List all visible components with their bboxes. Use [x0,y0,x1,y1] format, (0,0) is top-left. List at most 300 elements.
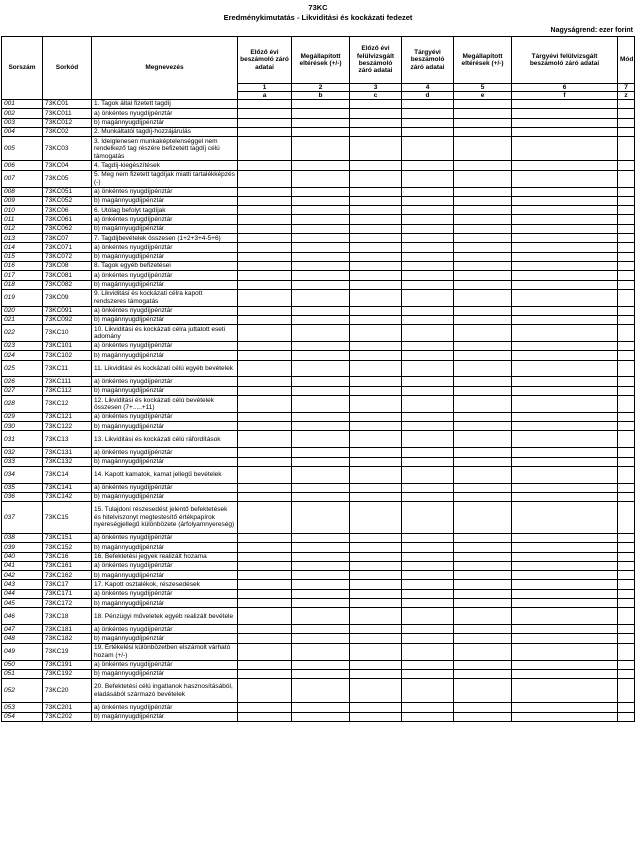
value-cell-col-5[interactable] [454,289,512,306]
value-cell-col-5[interactable] [454,712,512,721]
value-cell-col-4[interactable] [402,377,454,386]
value-cell-col-7[interactable] [618,137,635,161]
value-cell-col-4[interactable] [402,289,454,306]
value-cell-col-5[interactable] [454,457,512,466]
value-cell-col-6[interactable] [512,448,618,457]
value-cell-col-3[interactable] [350,543,402,552]
value-cell-col-6[interactable] [512,271,618,280]
value-cell-col-7[interactable] [618,422,635,431]
value-cell-col-6[interactable] [512,422,618,431]
value-cell-col-4[interactable] [402,224,454,233]
value-cell-col-7[interactable] [618,261,635,270]
value-cell-col-3[interactable] [350,342,402,351]
value-cell-col-4[interactable] [402,271,454,280]
value-cell-col-2[interactable] [292,492,350,501]
value-cell-col-7[interactable] [618,100,635,109]
value-cell-col-6[interactable] [512,431,618,448]
value-cell-col-2[interactable] [292,306,350,315]
value-cell-col-4[interactable] [402,127,454,136]
value-cell-col-6[interactable] [512,543,618,552]
value-cell-col-1[interactable] [238,431,292,448]
value-cell-col-6[interactable] [512,608,618,625]
value-cell-col-3[interactable] [350,234,402,243]
value-cell-col-2[interactable] [292,543,350,552]
value-cell-col-5[interactable] [454,533,512,542]
value-cell-col-1[interactable] [238,679,292,703]
value-cell-col-2[interactable] [292,422,350,431]
value-cell-col-5[interactable] [454,271,512,280]
value-cell-col-7[interactable] [618,552,635,561]
value-cell-col-5[interactable] [454,187,512,196]
value-cell-col-1[interactable] [238,377,292,386]
value-cell-col-5[interactable] [454,315,512,324]
value-cell-col-5[interactable] [454,224,512,233]
value-cell-col-6[interactable] [512,261,618,270]
value-cell-col-7[interactable] [618,599,635,608]
value-cell-col-6[interactable] [512,533,618,542]
value-cell-col-1[interactable] [238,386,292,395]
value-cell-col-6[interactable] [512,703,618,712]
value-cell-col-1[interactable] [238,580,292,589]
value-cell-col-2[interactable] [292,215,350,224]
value-cell-col-1[interactable] [238,599,292,608]
value-cell-col-3[interactable] [350,492,402,501]
value-cell-col-4[interactable] [402,261,454,270]
value-cell-col-5[interactable] [454,215,512,224]
value-cell-col-4[interactable] [402,187,454,196]
value-cell-col-5[interactable] [454,234,512,243]
value-cell-col-4[interactable] [402,599,454,608]
value-cell-col-5[interactable] [454,161,512,170]
value-cell-col-5[interactable] [454,660,512,669]
value-cell-col-6[interactable] [512,109,618,118]
value-cell-col-4[interactable] [402,669,454,678]
value-cell-col-7[interactable] [618,571,635,580]
value-cell-col-1[interactable] [238,261,292,270]
value-cell-col-6[interactable] [512,289,618,306]
value-cell-col-2[interactable] [292,325,350,342]
value-cell-col-7[interactable] [618,492,635,501]
value-cell-col-2[interactable] [292,261,350,270]
value-cell-col-3[interactable] [350,252,402,261]
value-cell-col-1[interactable] [238,118,292,127]
value-cell-col-5[interactable] [454,412,512,421]
value-cell-col-2[interactable] [292,252,350,261]
value-cell-col-2[interactable] [292,448,350,457]
value-cell-col-3[interactable] [350,599,402,608]
value-cell-col-1[interactable] [238,422,292,431]
value-cell-col-5[interactable] [454,206,512,215]
value-cell-col-3[interactable] [350,448,402,457]
value-cell-col-5[interactable] [454,306,512,315]
value-cell-col-7[interactable] [618,215,635,224]
value-cell-col-2[interactable] [292,669,350,678]
value-cell-col-4[interactable] [402,466,454,483]
value-cell-col-1[interactable] [238,412,292,421]
value-cell-col-7[interactable] [618,466,635,483]
value-cell-col-3[interactable] [350,712,402,721]
value-cell-col-4[interactable] [402,325,454,342]
value-cell-col-7[interactable] [618,377,635,386]
value-cell-col-4[interactable] [402,360,454,377]
value-cell-col-1[interactable] [238,625,292,634]
value-cell-col-2[interactable] [292,351,350,360]
value-cell-col-1[interactable] [238,243,292,252]
value-cell-col-4[interactable] [402,137,454,161]
value-cell-col-2[interactable] [292,660,350,669]
value-cell-col-3[interactable] [350,118,402,127]
value-cell-col-7[interactable] [618,660,635,669]
value-cell-col-5[interactable] [454,325,512,342]
value-cell-col-3[interactable] [350,502,402,534]
value-cell-col-4[interactable] [402,412,454,421]
value-cell-col-3[interactable] [350,483,402,492]
value-cell-col-6[interactable] [512,206,618,215]
value-cell-col-2[interactable] [292,533,350,542]
value-cell-col-7[interactable] [618,280,635,289]
value-cell-col-3[interactable] [350,466,402,483]
value-cell-col-5[interactable] [454,561,512,570]
value-cell-col-4[interactable] [402,109,454,118]
value-cell-col-7[interactable] [618,315,635,324]
value-cell-col-2[interactable] [292,187,350,196]
value-cell-col-5[interactable] [454,386,512,395]
value-cell-col-5[interactable] [454,552,512,561]
value-cell-col-7[interactable] [618,325,635,342]
value-cell-col-2[interactable] [292,552,350,561]
value-cell-col-5[interactable] [454,360,512,377]
value-cell-col-3[interactable] [350,660,402,669]
value-cell-col-6[interactable] [512,196,618,205]
value-cell-col-2[interactable] [292,703,350,712]
value-cell-col-2[interactable] [292,170,350,187]
value-cell-col-7[interactable] [618,703,635,712]
value-cell-col-5[interactable] [454,118,512,127]
value-cell-col-1[interactable] [238,571,292,580]
value-cell-col-4[interactable] [402,342,454,351]
value-cell-col-2[interactable] [292,712,350,721]
value-cell-col-6[interactable] [512,325,618,342]
value-cell-col-3[interactable] [350,215,402,224]
value-cell-col-3[interactable] [350,315,402,324]
value-cell-col-5[interactable] [454,599,512,608]
value-cell-col-5[interactable] [454,543,512,552]
value-cell-col-6[interactable] [512,599,618,608]
value-cell-col-2[interactable] [292,360,350,377]
value-cell-col-4[interactable] [402,196,454,205]
value-cell-col-6[interactable] [512,643,618,660]
value-cell-col-4[interactable] [402,561,454,570]
value-cell-col-1[interactable] [238,457,292,466]
value-cell-col-3[interactable] [350,360,402,377]
value-cell-col-7[interactable] [618,271,635,280]
value-cell-col-7[interactable] [618,224,635,233]
value-cell-col-3[interactable] [350,196,402,205]
value-cell-col-3[interactable] [350,571,402,580]
value-cell-col-1[interactable] [238,280,292,289]
value-cell-col-5[interactable] [454,448,512,457]
value-cell-col-6[interactable] [512,342,618,351]
value-cell-col-6[interactable] [512,386,618,395]
value-cell-col-3[interactable] [350,243,402,252]
value-cell-col-2[interactable] [292,196,350,205]
value-cell-col-1[interactable] [238,234,292,243]
value-cell-col-2[interactable] [292,679,350,703]
value-cell-col-1[interactable] [238,396,292,413]
value-cell-col-2[interactable] [292,127,350,136]
value-cell-col-7[interactable] [618,589,635,598]
value-cell-col-7[interactable] [618,234,635,243]
value-cell-col-7[interactable] [618,412,635,421]
value-cell-col-4[interactable] [402,492,454,501]
value-cell-col-7[interactable] [618,634,635,643]
value-cell-col-3[interactable] [350,280,402,289]
value-cell-col-6[interactable] [512,669,618,678]
value-cell-col-1[interactable] [238,224,292,233]
value-cell-col-5[interactable] [454,243,512,252]
value-cell-col-6[interactable] [512,127,618,136]
value-cell-col-2[interactable] [292,271,350,280]
value-cell-col-4[interactable] [402,243,454,252]
value-cell-col-6[interactable] [512,679,618,703]
value-cell-col-1[interactable] [238,109,292,118]
value-cell-col-4[interactable] [402,315,454,324]
value-cell-col-6[interactable] [512,215,618,224]
value-cell-col-5[interactable] [454,483,512,492]
value-cell-col-1[interactable] [238,712,292,721]
value-cell-col-1[interactable] [238,561,292,570]
value-cell-col-7[interactable] [618,448,635,457]
value-cell-col-3[interactable] [350,679,402,703]
value-cell-col-4[interactable] [402,703,454,712]
value-cell-col-2[interactable] [292,386,350,395]
value-cell-col-3[interactable] [350,289,402,306]
value-cell-col-5[interactable] [454,625,512,634]
value-cell-col-7[interactable] [618,306,635,315]
value-cell-col-5[interactable] [454,137,512,161]
value-cell-col-1[interactable] [238,252,292,261]
value-cell-col-5[interactable] [454,109,512,118]
value-cell-col-7[interactable] [618,643,635,660]
value-cell-col-6[interactable] [512,561,618,570]
value-cell-col-5[interactable] [454,100,512,109]
value-cell-col-5[interactable] [454,703,512,712]
value-cell-col-4[interactable] [402,306,454,315]
value-cell-col-3[interactable] [350,261,402,270]
value-cell-col-1[interactable] [238,589,292,598]
value-cell-col-2[interactable] [292,634,350,643]
value-cell-col-1[interactable] [238,127,292,136]
value-cell-col-2[interactable] [292,161,350,170]
value-cell-col-3[interactable] [350,224,402,233]
value-cell-col-3[interactable] [350,580,402,589]
value-cell-col-6[interactable] [512,118,618,127]
value-cell-col-6[interactable] [512,457,618,466]
value-cell-col-3[interactable] [350,271,402,280]
value-cell-col-6[interactable] [512,483,618,492]
value-cell-col-3[interactable] [350,431,402,448]
value-cell-col-2[interactable] [292,243,350,252]
value-cell-col-1[interactable] [238,289,292,306]
value-cell-col-6[interactable] [512,100,618,109]
value-cell-col-2[interactable] [292,280,350,289]
value-cell-col-1[interactable] [238,196,292,205]
value-cell-col-3[interactable] [350,552,402,561]
value-cell-col-1[interactable] [238,634,292,643]
value-cell-col-1[interactable] [238,360,292,377]
value-cell-col-6[interactable] [512,234,618,243]
value-cell-col-4[interactable] [402,161,454,170]
value-cell-col-4[interactable] [402,396,454,413]
value-cell-col-6[interactable] [512,315,618,324]
value-cell-col-4[interactable] [402,502,454,534]
value-cell-col-2[interactable] [292,580,350,589]
value-cell-col-4[interactable] [402,483,454,492]
value-cell-col-2[interactable] [292,377,350,386]
value-cell-col-7[interactable] [618,533,635,542]
value-cell-col-7[interactable] [618,679,635,703]
value-cell-col-5[interactable] [454,502,512,534]
value-cell-col-7[interactable] [618,483,635,492]
value-cell-col-7[interactable] [618,127,635,136]
value-cell-col-1[interactable] [238,533,292,542]
value-cell-col-1[interactable] [238,137,292,161]
value-cell-col-6[interactable] [512,280,618,289]
value-cell-col-3[interactable] [350,137,402,161]
value-cell-col-4[interactable] [402,422,454,431]
value-cell-col-7[interactable] [618,170,635,187]
value-cell-col-7[interactable] [618,712,635,721]
value-cell-col-3[interactable] [350,351,402,360]
value-cell-col-5[interactable] [454,492,512,501]
value-cell-col-5[interactable] [454,466,512,483]
value-cell-col-1[interactable] [238,483,292,492]
value-cell-col-2[interactable] [292,625,350,634]
value-cell-col-7[interactable] [618,289,635,306]
value-cell-col-6[interactable] [512,396,618,413]
value-cell-col-5[interactable] [454,170,512,187]
value-cell-col-7[interactable] [618,187,635,196]
value-cell-col-4[interactable] [402,608,454,625]
value-cell-col-1[interactable] [238,342,292,351]
value-cell-col-6[interactable] [512,224,618,233]
value-cell-col-2[interactable] [292,643,350,660]
value-cell-col-3[interactable] [350,457,402,466]
value-cell-col-5[interactable] [454,261,512,270]
value-cell-col-4[interactable] [402,431,454,448]
value-cell-col-6[interactable] [512,161,618,170]
value-cell-col-7[interactable] [618,360,635,377]
value-cell-col-2[interactable] [292,118,350,127]
value-cell-col-3[interactable] [350,306,402,315]
value-cell-col-2[interactable] [292,100,350,109]
value-cell-col-6[interactable] [512,360,618,377]
value-cell-col-6[interactable] [512,351,618,360]
value-cell-col-1[interactable] [238,325,292,342]
value-cell-col-5[interactable] [454,422,512,431]
value-cell-col-3[interactable] [350,625,402,634]
value-cell-col-6[interactable] [512,589,618,598]
value-cell-col-5[interactable] [454,571,512,580]
value-cell-col-5[interactable] [454,342,512,351]
value-cell-col-7[interactable] [618,342,635,351]
value-cell-col-1[interactable] [238,161,292,170]
value-cell-col-2[interactable] [292,396,350,413]
value-cell-col-4[interactable] [402,625,454,634]
value-cell-col-7[interactable] [618,431,635,448]
value-cell-col-2[interactable] [292,109,350,118]
value-cell-col-2[interactable] [292,571,350,580]
value-cell-col-4[interactable] [402,206,454,215]
value-cell-col-1[interactable] [238,306,292,315]
value-cell-col-1[interactable] [238,100,292,109]
value-cell-col-4[interactable] [402,386,454,395]
value-cell-col-4[interactable] [402,100,454,109]
value-cell-col-5[interactable] [454,679,512,703]
value-cell-col-7[interactable] [618,386,635,395]
value-cell-col-4[interactable] [402,571,454,580]
value-cell-col-5[interactable] [454,608,512,625]
value-cell-col-1[interactable] [238,669,292,678]
value-cell-col-7[interactable] [618,351,635,360]
value-cell-col-5[interactable] [454,351,512,360]
value-cell-col-6[interactable] [512,502,618,534]
value-cell-col-3[interactable] [350,377,402,386]
value-cell-col-6[interactable] [512,580,618,589]
value-cell-col-7[interactable] [618,580,635,589]
value-cell-col-6[interactable] [512,712,618,721]
value-cell-col-7[interactable] [618,118,635,127]
value-cell-col-6[interactable] [512,137,618,161]
value-cell-col-4[interactable] [402,634,454,643]
value-cell-col-6[interactable] [512,252,618,261]
value-cell-col-3[interactable] [350,669,402,678]
value-cell-col-2[interactable] [292,289,350,306]
value-cell-col-2[interactable] [292,412,350,421]
value-cell-col-7[interactable] [618,109,635,118]
value-cell-col-3[interactable] [350,325,402,342]
value-cell-col-4[interactable] [402,448,454,457]
value-cell-col-1[interactable] [238,187,292,196]
value-cell-col-3[interactable] [350,396,402,413]
value-cell-col-4[interactable] [402,552,454,561]
value-cell-col-4[interactable] [402,543,454,552]
value-cell-col-6[interactable] [512,412,618,421]
value-cell-col-1[interactable] [238,608,292,625]
value-cell-col-3[interactable] [350,634,402,643]
value-cell-col-7[interactable] [618,252,635,261]
value-cell-col-6[interactable] [512,552,618,561]
value-cell-col-5[interactable] [454,580,512,589]
value-cell-col-7[interactable] [618,243,635,252]
value-cell-col-7[interactable] [618,161,635,170]
value-cell-col-5[interactable] [454,589,512,598]
value-cell-col-1[interactable] [238,502,292,534]
value-cell-col-7[interactable] [618,543,635,552]
value-cell-col-2[interactable] [292,608,350,625]
value-cell-col-5[interactable] [454,396,512,413]
value-cell-col-3[interactable] [350,643,402,660]
value-cell-col-1[interactable] [238,703,292,712]
value-cell-col-5[interactable] [454,634,512,643]
value-cell-col-2[interactable] [292,466,350,483]
value-cell-col-4[interactable] [402,660,454,669]
value-cell-col-6[interactable] [512,377,618,386]
value-cell-col-2[interactable] [292,589,350,598]
value-cell-col-6[interactable] [512,625,618,634]
value-cell-col-4[interactable] [402,643,454,660]
value-cell-col-1[interactable] [238,466,292,483]
